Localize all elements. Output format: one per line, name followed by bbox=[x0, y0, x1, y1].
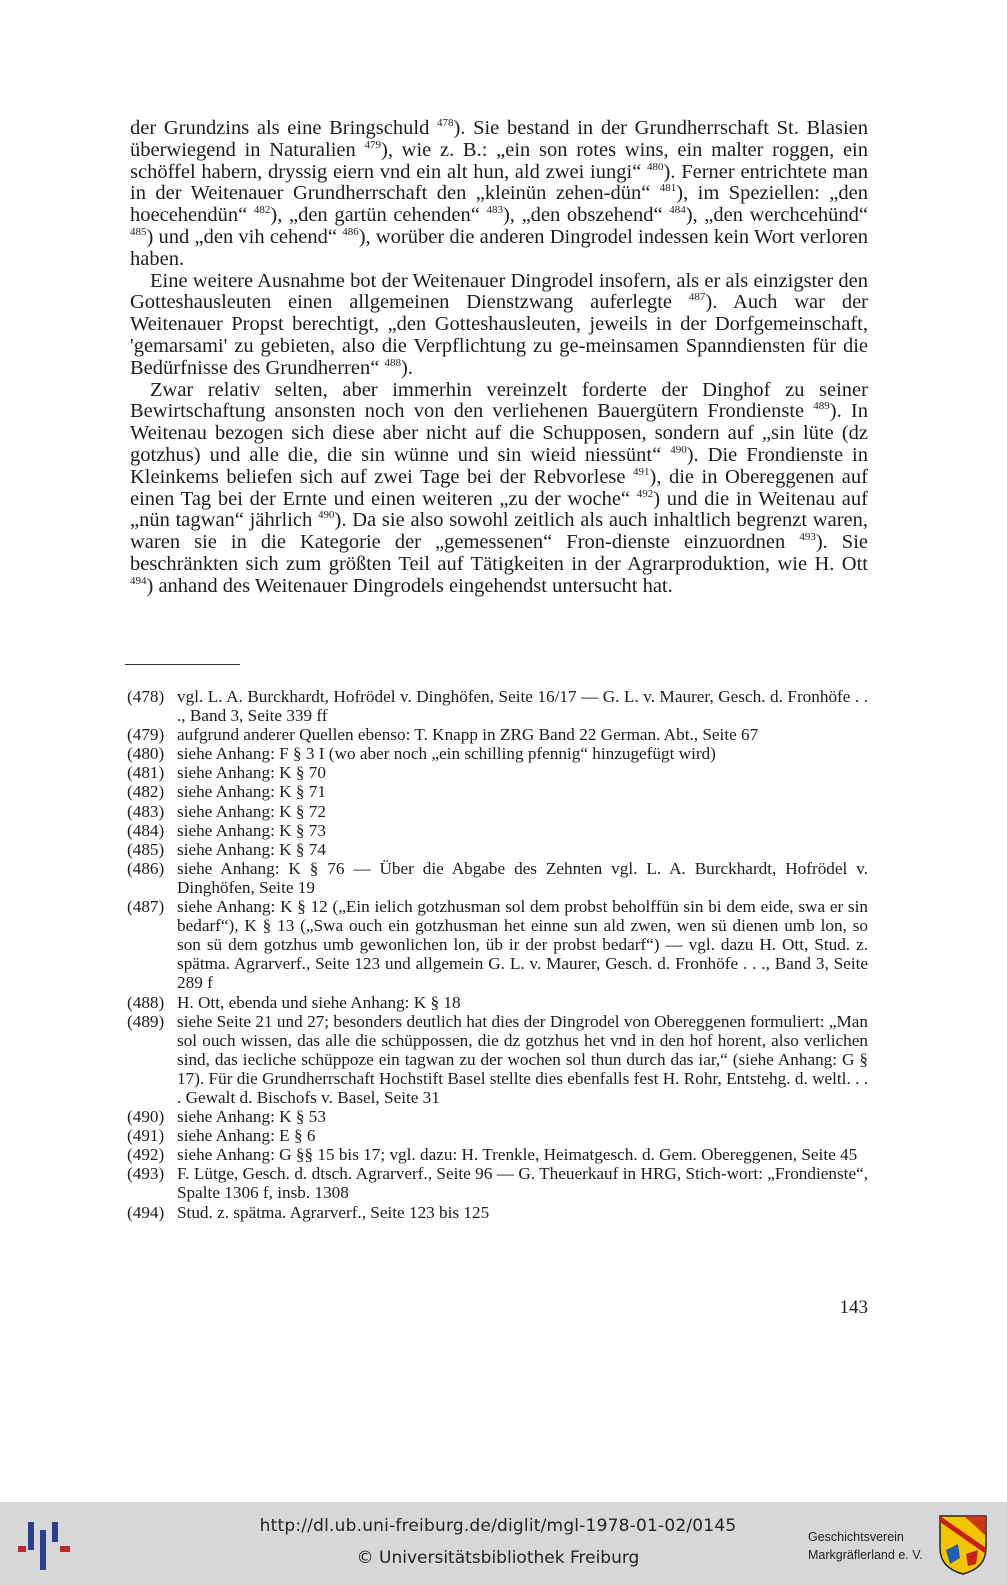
footnote-item bbox=[127, 859, 868, 897]
org-name-line-1: Geschichtsverein bbox=[808, 1530, 904, 1544]
paragraph-1 bbox=[130, 118, 868, 271]
footnote-text: siehe Anhang: G §§ 15 bis 17; vgl. dazu: H. Trenkle, Heimatgesch. d. Gem. Obereggenen, Seite 45 bbox=[177, 1145, 858, 1165]
footnote-item bbox=[127, 763, 868, 782]
footnote-text: siehe Anhang: E § 6 bbox=[177, 1126, 316, 1146]
footnote-text: siehe Anhang: K § 76 — Über die Abgabe des Zehnten vgl. L. A. Burckhardt, Hofrödel v. Dinghöfen, Seite 19 bbox=[177, 858, 868, 897]
markgraeflerland-crest-icon bbox=[938, 1514, 988, 1576]
footnote-text: siehe Anhang: K § 53 bbox=[177, 1107, 326, 1127]
footnote-text: siehe Anhang: K § 72 bbox=[177, 801, 326, 821]
footnote-number: (485) bbox=[127, 839, 165, 859]
text-run: ), wie z. B.: „ein son rotes wins, ein malter roggen, ein schöffel habern, dryssig eiern vnd ein alt hun, ald zwei iungi“ bbox=[130, 138, 868, 183]
footnote-ref-480[interactable]: 480 bbox=[647, 160, 664, 173]
text-run: ), die in Obereggenen auf einen Tag bei der Ernte und einen weiteren „zu der woche“ bbox=[130, 465, 868, 510]
footnote-ref-491[interactable]: 491 bbox=[633, 465, 650, 478]
footnote-ref-486[interactable]: 486 bbox=[342, 226, 359, 239]
footnote-number: (488) bbox=[127, 992, 165, 1012]
ub-freiburg-logo-icon bbox=[18, 1520, 70, 1572]
footnote-ref-479[interactable]: 479 bbox=[364, 138, 381, 151]
text-run: der Grundzins als eine Bringschuld bbox=[130, 117, 437, 139]
footnote-item bbox=[127, 821, 868, 840]
footnote-item bbox=[127, 744, 868, 763]
footnote-item bbox=[127, 993, 868, 1012]
text-run: ). Die Frondienste in Kleinkems beliefen sich auf zwei Tage bei der Rebvorlese bbox=[130, 443, 868, 488]
footnote-number: (483) bbox=[127, 801, 165, 821]
footnote-number: (482) bbox=[127, 782, 165, 802]
footnote-item bbox=[127, 840, 868, 859]
footnote-ref-489[interactable]: 489 bbox=[813, 400, 830, 413]
footnote-text: vgl. L. A. Burckhardt, Hofrödel v. Dinghöfen, Seite 16/17 — G. L. v. Maurer, Gesch. d. Fronhöfe . . ., Band 3, Seite 339 ff bbox=[177, 687, 868, 726]
text-run: Eine weitere Ausnahme bot der Weitenauer Dingrodel insofern, als er als einzigster den Gotteshausleuten einen allgemeinen Dienstzwang auferlegte bbox=[130, 269, 868, 314]
footnote-item bbox=[127, 1012, 868, 1107]
footnote-number: (494) bbox=[127, 1202, 165, 1222]
text-run: ). Da sie also sowohl zeitlich als auch inhaltlich begrenzt waren, waren sie in die Kategorie der „gemessenen“ Fron-dienste einzuordnen bbox=[130, 509, 869, 554]
footer-bar bbox=[0, 1502, 1007, 1585]
text-run: ), worüber die anderen Dingrodel indessen kein Wort verloren haben. bbox=[130, 225, 868, 270]
footnote-number: (478) bbox=[127, 687, 165, 706]
paragraph-3 bbox=[130, 380, 868, 598]
text-run: ). bbox=[400, 356, 413, 379]
text-run: Zwar relativ selten, aber immerhin vereinzelt forderte der Dinghof zu seiner Bewirtschaftung ansonsten noch von den verliehenen Bauergütern Frondienste bbox=[130, 378, 868, 423]
footnote-ref-478[interactable]: 478 bbox=[436, 117, 454, 130]
footnote-number: (481) bbox=[127, 763, 165, 783]
footnote-ref-484[interactable]: 484 bbox=[669, 204, 686, 217]
body-text bbox=[130, 118, 868, 598]
footnote-ref-494[interactable]: 494 bbox=[130, 574, 147, 587]
footnote-number: (487) bbox=[127, 897, 165, 917]
footnote-item bbox=[127, 1107, 868, 1126]
paragraph-2 bbox=[130, 271, 868, 380]
footnote-ref-482[interactable]: 482 bbox=[253, 204, 271, 217]
footnote-number: (486) bbox=[127, 858, 165, 878]
footnote-text: siehe Anhang: F § 3 I (wo aber noch „ein schilling pfennig“ hinzugefügt wird) bbox=[177, 744, 716, 764]
footnote-ref-490[interactable]: 490 bbox=[670, 444, 687, 457]
footnote-text: siehe Anhang: K § 71 bbox=[177, 782, 326, 802]
text-run: ), „den werchcehünd“ bbox=[685, 204, 868, 227]
text-run: ) anhand des Weitenauer Dingrodels eingehendst untersucht hat. bbox=[146, 574, 673, 597]
footnote-number: (490) bbox=[127, 1107, 165, 1127]
footnote-number: (489) bbox=[127, 1011, 165, 1031]
footnote-item bbox=[127, 725, 868, 744]
org-name-line-2: Markgräflerland e. V. bbox=[808, 1548, 923, 1562]
footnote-item bbox=[127, 1145, 868, 1164]
text-run: ) und „den vih cehend“ bbox=[146, 225, 343, 248]
footnote-item bbox=[127, 897, 868, 992]
footnote-item bbox=[127, 782, 868, 801]
footnote-item bbox=[127, 687, 868, 725]
footnote-ref-485[interactable]: 485 bbox=[130, 226, 147, 239]
footnote-item bbox=[127, 1126, 868, 1145]
footnote-item bbox=[127, 1203, 868, 1222]
footnote-ref-493[interactable]: 493 bbox=[799, 531, 816, 544]
footnote-ref-488[interactable]: 488 bbox=[384, 356, 401, 369]
footnote-number: (491) bbox=[127, 1126, 165, 1146]
footnote-ref-481[interactable]: 481 bbox=[659, 182, 677, 195]
footnote-number: (479) bbox=[127, 725, 165, 745]
text-run: ), „den obszehend“ bbox=[502, 204, 670, 227]
text-run: ). Sie bestand in der Grundherrschaft St. Blasien überwiegend in Naturalien bbox=[130, 117, 868, 161]
page-number: 143 bbox=[839, 1297, 868, 1318]
footnote-ref-492[interactable]: 492 bbox=[636, 487, 654, 500]
footer-organization bbox=[808, 1528, 938, 1564]
text-run: ), im Speziellen: „den hoecehendün“ bbox=[130, 182, 869, 227]
footnote-separator bbox=[125, 664, 240, 665]
footnote-number: (492) bbox=[127, 1145, 165, 1165]
footnote-text: H. Ott, ebenda und siehe Anhang: K § 18 bbox=[177, 992, 461, 1012]
text-run: ). Ferner entrichtete man in der Weitenauer Grundherrschaft den „kleinün zehen-dün“ bbox=[130, 160, 868, 205]
footnote-text: siehe Anhang: K § 73 bbox=[177, 820, 326, 840]
footnote-number: (493) bbox=[127, 1164, 165, 1184]
text-run: ). In Weitenau bezogen sich diese aber nicht auf die Schupposen, sondern auf „sin lüte (dz gotzhus) und alle die, die sin wünne und sin wieid niessünt“ bbox=[130, 400, 868, 466]
footnote-ref-483[interactable]: 483 bbox=[486, 204, 503, 217]
footnote-number: (480) bbox=[127, 744, 165, 764]
footnote-text: aufgrund anderer Quellen ebenso: T. Knapp in ZRG Band 22 German. Abt., Seite 67 bbox=[177, 725, 759, 745]
footnote-text: siehe Anhang: K § 70 bbox=[177, 763, 326, 783]
footnote-text: F. Lütge, Gesch. d. dtsch. Agrarverf., Seite 96 — G. Theuerkauf in HRG, Stich-wort: „Frondienste“, Spalte 1306 f, insb. 1308 bbox=[177, 1164, 868, 1203]
footnotes-list bbox=[127, 687, 868, 1222]
footnote-text: siehe Anhang: K § 74 bbox=[177, 839, 326, 859]
text-run: ). Auch war der Weitenauer Propst berechtigt, „den Gotteshausleuten, jeweils in der Dorfgemeinschaft, 'gemarsami' zu gebieten, also die Verpflichtung zu ge-meinsamen Spanndiensten für die Bedürfnisse des Grundherren“ bbox=[130, 291, 868, 379]
text-run: ), „den gartün cehenden“ bbox=[270, 204, 487, 227]
footnote-text: siehe Anhang: K § 12 („Ein ielich gotzhusman sol dem probst beholffün sin bi dem eide, swa er sin bedarf“), K § 13 („Swa ouch ein gotzhusman het einne sun ald zwen, wen sü dienen umb lon, so son sü dem gotzhus umb gewonlichen lon, üb ir der probst bedarf“) — vgl. dazu H. Ott, Stud. z. spätma. Agrarverf., Seite 123 und allgemein G. L. v. Maurer, Gesch. d. Fronhöfe . . ., Band 3, Seite 289 f bbox=[177, 897, 868, 993]
text-run: ). Sie beschränkten sich zum größten Teil auf Tätigkeiten in der Agrarproduktion, wie H. Ott bbox=[130, 531, 868, 575]
footnote-ref-490[interactable]: 490 bbox=[318, 509, 335, 522]
footer-url[interactable]: http://dl.ub.uni-freiburg.de/diglit/mgl-1978-01-02/0145 bbox=[259, 1516, 737, 1536]
footer-copyright: © Universitätsbibliothek Freiburg bbox=[356, 1548, 640, 1568]
footnote-text: siehe Seite 21 und 27; besonders deutlich hat dies der Dingrodel von Obereggenen formuliert: „Man sol ouch wissen, das alle die schüppossen, die dz gotzhus het vnd in den hof horent, also verlichen sind, das iecliche schüppoze ein tagwan zu der wochen sol thun durch das iar,“ (siehe Anhang: G § 17). Für die Grundherrschaft Hochstift Basel stellte dies ebenfalls fest H. Rohr, Entstehg. d. weltl. . . . Gewalt d. Bischofs v. Basel, Seite 31 bbox=[177, 1011, 868, 1107]
text-run: ) und die in Weitenau auf „nün tagwan“ jährlich bbox=[130, 487, 868, 532]
footnote-item bbox=[127, 1164, 868, 1202]
footnote-ref-487[interactable]: 487 bbox=[688, 291, 706, 304]
footnote-number: (484) bbox=[127, 820, 165, 840]
footnote-text: Stud. z. spätma. Agrarverf., Seite 123 bis 125 bbox=[177, 1202, 490, 1222]
footnote-item bbox=[127, 802, 868, 821]
